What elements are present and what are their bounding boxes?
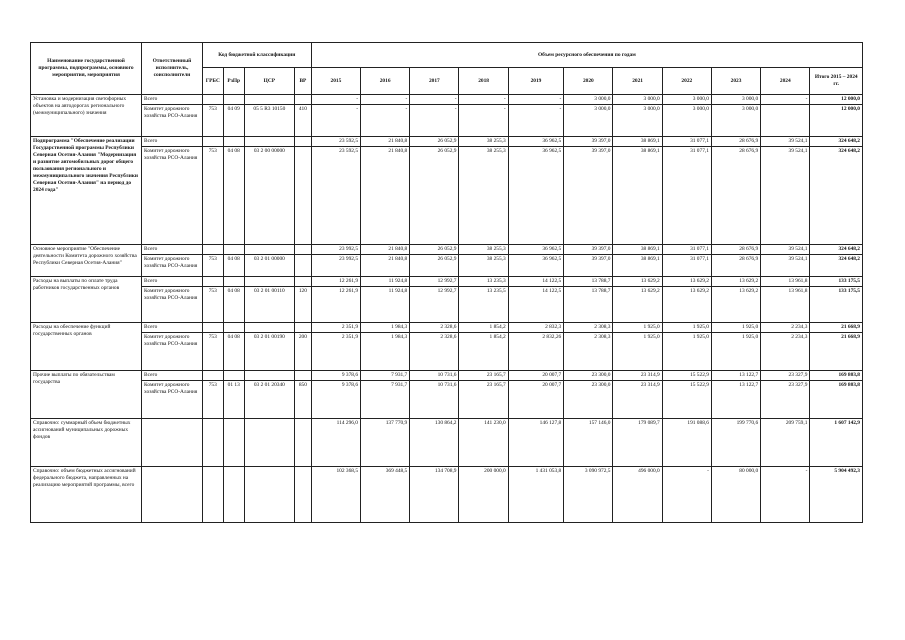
value-cell: - xyxy=(361,95,410,105)
value-cell: 12 992,7 xyxy=(410,287,459,323)
value-cell: 9 378,6 xyxy=(311,381,360,419)
vr-cell xyxy=(295,255,312,277)
document-page xyxy=(30,42,863,523)
grbs-cell xyxy=(202,95,223,105)
value-cell: 26 052,9 xyxy=(410,137,459,147)
row-name-cell: Справочно: объем бюджетных ассигнований федерального бюджета, направленных на реализацию мероприятий программы, всего xyxy=(31,467,142,523)
csr-cell xyxy=(244,277,294,287)
value-cell: 13 961,8 xyxy=(761,277,810,287)
value-cell: 137 770,9 xyxy=(361,419,410,467)
value-cell: 169 803,8 xyxy=(810,371,863,381)
value-cell: 3 090 972,5 xyxy=(564,467,613,523)
value-cell: 2 832,3 xyxy=(508,323,564,333)
value-cell: 12 000,0 xyxy=(810,95,863,105)
resp-cell: Всего xyxy=(142,95,203,105)
code-col-header: РзПр xyxy=(223,68,244,95)
value-cell: 38 869,1 xyxy=(613,245,662,255)
csr-cell xyxy=(244,467,294,523)
value-cell: 39 524,1 xyxy=(761,245,810,255)
value-cell: 1 607 142,9 xyxy=(810,419,863,467)
rzpr-cell xyxy=(223,371,244,381)
resp-cell xyxy=(142,419,203,467)
value-cell: 23 314,9 xyxy=(613,381,662,419)
grbs-cell xyxy=(202,137,223,147)
value-cell xyxy=(761,105,810,137)
value-cell: 1 925,0 xyxy=(613,323,662,333)
value-cell: 13 629,2 xyxy=(711,277,760,287)
table-row xyxy=(31,255,863,277)
value-cell: 20 007,7 xyxy=(508,381,564,419)
vr-cell xyxy=(295,95,312,105)
vr-cell xyxy=(295,323,312,333)
value-cell: 12 992,7 xyxy=(410,277,459,287)
code-col-header: ВР xyxy=(295,68,312,95)
value-cell: 15 522,9 xyxy=(662,381,711,419)
value-cell: 38 255,3 xyxy=(459,147,508,245)
value-cell: 13 122,7 xyxy=(711,381,760,419)
value-cell: 10 731,6 xyxy=(410,371,459,381)
rzpr-cell xyxy=(223,323,244,333)
value-cell: - xyxy=(459,105,508,137)
grbs-cell xyxy=(202,371,223,381)
year-col-header: Итого 2015 – 2024 гг. xyxy=(810,68,863,95)
resp-cell: Всего xyxy=(142,371,203,381)
vr-cell: 410 xyxy=(295,105,312,137)
value-cell: 21 840,8 xyxy=(361,255,410,277)
value-cell: 31 077,1 xyxy=(662,147,711,245)
grbs-cell: 753 xyxy=(202,287,223,323)
table-row xyxy=(31,147,863,245)
col-volume-header: Объем ресурсного обеспечения по годам xyxy=(311,43,862,68)
col-resp-header: Ответственный исполнитель, соисполнители xyxy=(142,43,203,95)
table-row xyxy=(31,245,863,255)
value-cell: 1 925,0 xyxy=(613,333,662,371)
value-cell: 3 000,0 xyxy=(662,105,711,137)
value-cell: 200 000,0 xyxy=(459,467,508,523)
value-cell: 11 924,8 xyxy=(361,287,410,323)
row-name-cell: Прочие выплаты по обязательствам государства xyxy=(31,371,142,419)
value-cell: 14 122,5 xyxy=(508,287,564,323)
vr-cell xyxy=(295,137,312,147)
rzpr-cell xyxy=(223,467,244,523)
csr-cell: 03 2 01 20340 xyxy=(244,381,294,419)
value-cell: 26 052,9 xyxy=(410,255,459,277)
year-col-header: 2018 xyxy=(459,68,508,95)
value-cell: 38 869,1 xyxy=(613,255,662,277)
value-cell: 21 840,8 xyxy=(361,245,410,255)
value-cell: 31 077,1 xyxy=(662,255,711,277)
value-cell: - xyxy=(761,467,810,523)
value-cell: 3 000,0 xyxy=(711,95,760,105)
year-col-header: 2021 xyxy=(613,68,662,95)
table-row xyxy=(31,287,863,323)
value-cell: 3 000,0 xyxy=(564,105,613,137)
grbs-cell: 753 xyxy=(202,105,223,137)
value-cell: 199 770,6 xyxy=(711,419,760,467)
value-cell: - xyxy=(459,95,508,105)
grbs-cell: 753 xyxy=(202,381,223,419)
row-name-cell: Справочно: суммарный объем бюджетных ассигнований муниципальных дорожных фондов xyxy=(31,419,142,467)
row-name-cell: Установка и модернизация светофорных объектов на автодорогах регионального (межмуниципального) значения xyxy=(31,95,142,137)
resp-cell: Комитет дорожного хозяйства РСО-Алания xyxy=(142,147,203,245)
value-cell: 39 397,0 xyxy=(564,137,613,147)
value-cell: 23 992,5 xyxy=(311,245,360,255)
csr-cell: 03 2 01 00000 xyxy=(244,255,294,277)
value-cell: 1 925,0 xyxy=(711,323,760,333)
grbs-cell xyxy=(202,277,223,287)
row-name-cell: Расходы на обеспечение функций государственных органов xyxy=(31,323,142,371)
table-row xyxy=(31,137,863,147)
value-cell: 13 629,2 xyxy=(613,277,662,287)
value-cell: 26 052,9 xyxy=(410,147,459,245)
vr-cell: 850 xyxy=(295,381,312,419)
value-cell: 13 629,2 xyxy=(613,287,662,323)
value-cell: 14 122,5 xyxy=(508,277,564,287)
value-cell: 38 255,3 xyxy=(459,245,508,255)
value-cell: 38 869,1 xyxy=(613,147,662,245)
value-cell: 12 261,9 xyxy=(311,287,360,323)
value-cell: 2 308,3 xyxy=(564,323,613,333)
value-cell: 12 261,9 xyxy=(311,277,360,287)
value-cell: 38 255,3 xyxy=(459,137,508,147)
value-cell: 369 448,5 xyxy=(361,467,410,523)
grbs-cell xyxy=(202,245,223,255)
value-cell: 7 931,7 xyxy=(361,381,410,419)
value-cell: 179 089,7 xyxy=(613,419,662,467)
row-name-cell: Расходы на выплаты по оплате труда работников государственных органов xyxy=(31,277,142,323)
value-cell: 3 000,0 xyxy=(613,105,662,137)
value-cell: 21 668,9 xyxy=(810,333,863,371)
resp-cell: Комитет дорожного хозяйства РСО-Алания xyxy=(142,287,203,323)
year-col-header: 2020 xyxy=(564,68,613,95)
value-cell: 23 300,0 xyxy=(564,381,613,419)
vr-cell xyxy=(295,245,312,255)
value-cell: 39 397,0 xyxy=(564,147,613,245)
value-cell: 11 924,8 xyxy=(361,277,410,287)
value-cell: 2 351,9 xyxy=(311,333,360,371)
value-cell: 38 255,3 xyxy=(459,255,508,277)
value-cell: 2 234,3 xyxy=(761,323,810,333)
value-cell: 12 000,0 xyxy=(810,105,863,137)
value-cell: 1 431 053,8 xyxy=(508,467,564,523)
value-cell: 28 676,9 xyxy=(711,147,760,245)
value-cell: 9 378,6 xyxy=(311,371,360,381)
value-cell: 13 235,5 xyxy=(459,287,508,323)
value-cell: 28 676,9 xyxy=(711,137,760,147)
value-cell: 209 759,1 xyxy=(761,419,810,467)
value-cell: 23 327,9 xyxy=(761,371,810,381)
value-cell: 23 327,9 xyxy=(761,381,810,419)
value-cell: 39 397,0 xyxy=(564,255,613,277)
table-row xyxy=(31,419,863,467)
value-cell: - xyxy=(311,95,360,105)
value-cell: 2 328,6 xyxy=(410,323,459,333)
value-cell: 23 592,5 xyxy=(311,137,360,147)
resp-cell: Комитет дорожного хозяйства РСО-Алания xyxy=(142,105,203,137)
value-cell: 21 668,9 xyxy=(810,323,863,333)
value-cell: 102 368,5 xyxy=(311,467,360,523)
value-cell: 20 007,7 xyxy=(508,371,564,381)
code-col-header: ЦСР xyxy=(244,68,294,95)
year-col-header: 2022 xyxy=(662,68,711,95)
value-cell: 141 230,0 xyxy=(459,419,508,467)
code-col-header: ГРБС xyxy=(202,68,223,95)
value-cell: - xyxy=(761,95,810,105)
value-cell: - xyxy=(311,105,360,137)
csr-cell xyxy=(244,419,294,467)
csr-cell xyxy=(244,323,294,333)
value-cell: 36 962,5 xyxy=(508,137,564,147)
resp-cell: Комитет дорожного хозяйства РСО-Алания xyxy=(142,255,203,277)
resp-cell: Комитет дорожного хозяйства РСО-Алания xyxy=(142,381,203,419)
grbs-cell: 753 xyxy=(202,147,223,245)
table-row xyxy=(31,95,863,105)
year-col-header: 2017 xyxy=(410,68,459,95)
value-cell: 1 854,2 xyxy=(459,333,508,371)
year-col-header: 2019 xyxy=(508,68,564,95)
value-cell: 23 165,7 xyxy=(459,381,508,419)
value-cell: 36 962,5 xyxy=(508,147,564,245)
value-cell: 1 984,3 xyxy=(361,333,410,371)
value-cell: 13 629,2 xyxy=(662,287,711,323)
value-cell: 5 904 492,3 xyxy=(810,467,863,523)
value-cell: 39 524,1 xyxy=(761,137,810,147)
value-cell: 13 235,3 xyxy=(459,277,508,287)
value-cell: 26 052,9 xyxy=(410,245,459,255)
value-cell: - xyxy=(508,105,564,137)
resp-cell: Всего xyxy=(142,277,203,287)
value-cell: 114 296,0 xyxy=(311,419,360,467)
value-cell: 1 925,0 xyxy=(662,323,711,333)
value-cell: 36 962,5 xyxy=(508,255,564,277)
resp-cell xyxy=(142,467,203,523)
value-cell: 2 308,3 xyxy=(564,333,613,371)
value-cell: 2 234,3 xyxy=(761,333,810,371)
value-cell: 2 351,9 xyxy=(311,323,360,333)
csr-cell: 05 5 R3 10150 xyxy=(244,105,294,137)
vr-cell xyxy=(295,371,312,381)
value-cell: 1 925,0 xyxy=(711,333,760,371)
value-cell: 21 840,8 xyxy=(361,147,410,245)
rzpr-cell xyxy=(223,245,244,255)
grbs-cell xyxy=(202,467,223,523)
csr-cell: 03 2 01 00110 xyxy=(244,287,294,323)
value-cell: 3 000,0 xyxy=(662,95,711,105)
grbs-cell: 753 xyxy=(202,333,223,371)
table-row xyxy=(31,333,863,371)
value-cell: - xyxy=(508,95,564,105)
value-cell: 38 869,1 xyxy=(613,137,662,147)
rzpr-cell xyxy=(223,137,244,147)
resp-cell: Всего xyxy=(142,323,203,333)
value-cell: 3 000,0 xyxy=(564,95,613,105)
csr-cell xyxy=(244,95,294,105)
rzpr-cell: 04 08 xyxy=(223,147,244,245)
table-row xyxy=(31,381,863,419)
table-row xyxy=(31,371,863,381)
csr-cell xyxy=(244,137,294,147)
row-name-cell: Подпрограмма "Обеспечение реализации Государственной программы Республики Северная Осетия-Алания "Модернизация и развитие автомобильных дорог общего пользования регионального и межмуниципального значения Республики Северная Осетия-Алания" на период до 2024 года" xyxy=(31,137,142,245)
csr-cell: 03 2 01 00190 xyxy=(244,333,294,371)
value-cell: 23 165,7 xyxy=(459,371,508,381)
value-cell: 324 648,2 xyxy=(810,137,863,147)
vr-cell xyxy=(295,277,312,287)
row-name-cell: Основное мероприятие "Обеспечение деятельности Комитета дорожного хозяйства Республики Северная Осетия-Алания" xyxy=(31,245,142,277)
value-cell: 80 000,0 xyxy=(711,467,760,523)
value-cell: - xyxy=(410,95,459,105)
value-cell: 13 788,7 xyxy=(564,277,613,287)
value-cell: 39 524,1 xyxy=(761,255,810,277)
rzpr-cell xyxy=(223,95,244,105)
value-cell: 1 984,3 xyxy=(361,323,410,333)
col-code-header: Код бюджетной классификации xyxy=(202,43,311,68)
value-cell: 28 676,9 xyxy=(711,245,760,255)
year-col-header: 2023 xyxy=(711,68,760,95)
rzpr-cell: 04 09 xyxy=(223,105,244,137)
value-cell: 23 592,5 xyxy=(311,147,360,245)
value-cell: 39 397,0 xyxy=(564,245,613,255)
rzpr-cell: 01 13 xyxy=(223,381,244,419)
value-cell: 13 122,7 xyxy=(711,371,760,381)
vr-cell xyxy=(295,419,312,467)
value-cell: 36 962,5 xyxy=(508,245,564,255)
budget-table xyxy=(30,42,863,523)
value-cell: 324 648,2 xyxy=(810,245,863,255)
rzpr-cell xyxy=(223,277,244,287)
value-cell: - xyxy=(361,105,410,137)
value-cell: 130 864,2 xyxy=(410,419,459,467)
value-cell: 15 522,9 xyxy=(662,371,711,381)
table-row xyxy=(31,467,863,523)
value-cell: - xyxy=(410,105,459,137)
resp-cell: Комитет дорожного хозяйства РСО-Алания xyxy=(142,333,203,371)
value-cell: 133 175,5 xyxy=(810,277,863,287)
value-cell: 496 000,0 xyxy=(613,467,662,523)
value-cell: 133 175,5 xyxy=(810,287,863,323)
value-cell: 3 000,0 xyxy=(613,95,662,105)
grbs-cell: 753 xyxy=(202,255,223,277)
table-row xyxy=(31,277,863,287)
value-cell: 3 000,0 xyxy=(711,105,760,137)
value-cell: 31 077,1 xyxy=(662,137,711,147)
rzpr-cell xyxy=(223,419,244,467)
value-cell: 1 854,2 xyxy=(459,323,508,333)
vr-cell xyxy=(295,467,312,523)
value-cell: 31 077,1 xyxy=(662,245,711,255)
vr-cell: 200 xyxy=(295,333,312,371)
table-row xyxy=(31,323,863,333)
csr-cell xyxy=(244,371,294,381)
year-col-header: 2024 xyxy=(761,68,810,95)
value-cell: 10 731,6 xyxy=(410,381,459,419)
value-cell: 13 788,7 xyxy=(564,287,613,323)
value-cell: 7 931,7 xyxy=(361,371,410,381)
value-cell: 13 629,2 xyxy=(662,277,711,287)
value-cell: 169 803,8 xyxy=(810,381,863,419)
value-cell: 23 300,0 xyxy=(564,371,613,381)
value-cell: - xyxy=(662,467,711,523)
year-col-header: 2016 xyxy=(361,68,410,95)
grbs-cell xyxy=(202,323,223,333)
value-cell: 2 832,26 xyxy=(508,333,564,371)
value-cell: 1 925,0 xyxy=(662,333,711,371)
value-cell: 23 314,9 xyxy=(613,371,662,381)
table-row xyxy=(31,105,863,137)
value-cell: 39 524,1 xyxy=(761,147,810,245)
rzpr-cell: 04 08 xyxy=(223,333,244,371)
value-cell: 191 088,6 xyxy=(662,419,711,467)
rzpr-cell: 04 08 xyxy=(223,287,244,323)
vr-cell xyxy=(295,147,312,245)
value-cell: 28 676,9 xyxy=(711,255,760,277)
col-name-header: Наименование государственной программы, подпрограммы, основного мероприятия, мероприятия xyxy=(31,43,142,95)
value-cell: 324 648,2 xyxy=(810,147,863,245)
year-col-header: 2015 xyxy=(311,68,360,95)
value-cell: 2 328,6 xyxy=(410,333,459,371)
value-cell: 157 146,0 xyxy=(564,419,613,467)
value-cell: 134 708,9 xyxy=(410,467,459,523)
value-cell: 13 629,2 xyxy=(711,287,760,323)
value-cell: 146 127,8 xyxy=(508,419,564,467)
table-body xyxy=(31,95,863,523)
resp-cell: Всего xyxy=(142,245,203,255)
grbs-cell xyxy=(202,419,223,467)
value-cell: 23 992,5 xyxy=(311,255,360,277)
value-cell: 21 840,8 xyxy=(361,137,410,147)
csr-cell: 03 2 00 00000 xyxy=(244,147,294,245)
rzpr-cell: 04 08 xyxy=(223,255,244,277)
vr-cell: 120 xyxy=(295,287,312,323)
value-cell: 324 648,2 xyxy=(810,255,863,277)
csr-cell xyxy=(244,245,294,255)
value-cell: 13 961,8 xyxy=(761,287,810,323)
resp-cell: Всего xyxy=(142,137,203,147)
